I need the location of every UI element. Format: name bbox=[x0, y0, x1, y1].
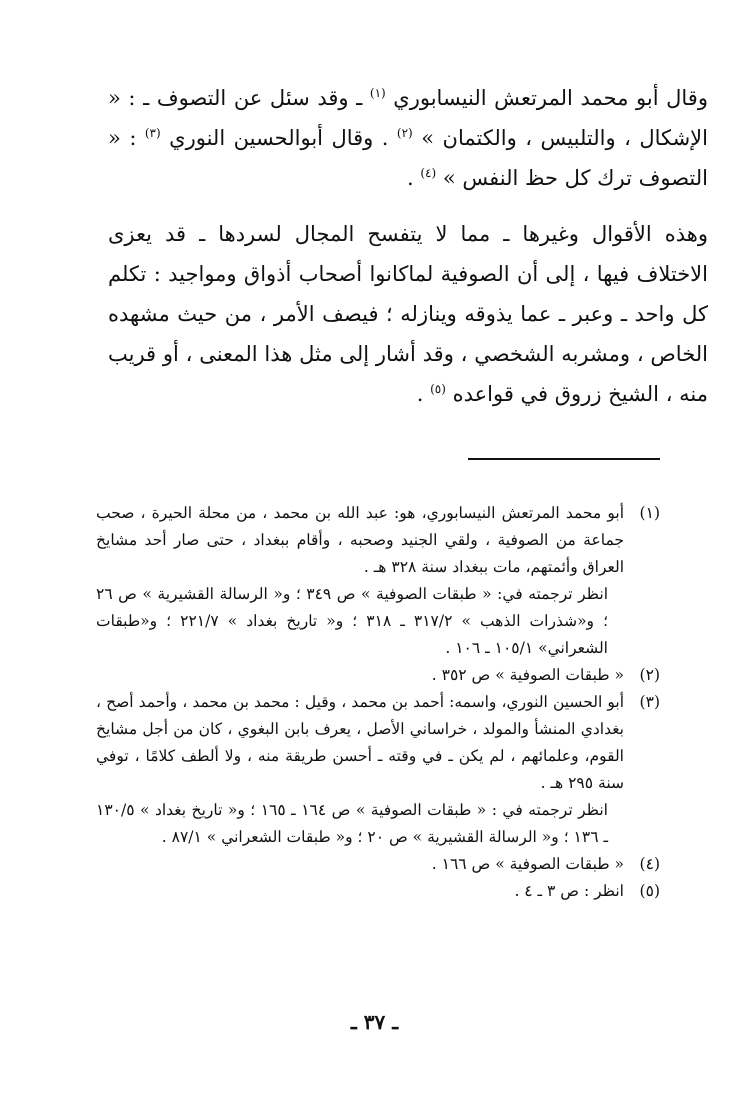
footnote-3 bbox=[96, 689, 660, 797]
text-segment: وقال أبو محمد المرتعش النيسابوري bbox=[385, 86, 708, 110]
footnote-separator bbox=[468, 458, 660, 460]
footnote-text: انظر : ص ٣ ـ ٤ . bbox=[514, 882, 624, 900]
footnote-text: « طبقات الصوفية » ص ٣٥٢ . bbox=[431, 666, 624, 684]
footnote-ref-2: (٢) bbox=[396, 126, 413, 140]
page-number: ـ ٣٧ ـ bbox=[350, 1010, 399, 1034]
footnote-number: (١) bbox=[639, 504, 660, 522]
footnote-3-reference: انظر ترجمته في : « طبقات الصوفية » ص ١٦٤ ـ ١٦٥ ؛ و« تاريخ بغداد » ١٣٠/٥ ـ ١٣٦ ؛ و« الرسالة القشيرية » ص ٢٠ ؛ و« طبقات الشعراني » ٨٧/١ . bbox=[96, 801, 608, 846]
footnote-2 bbox=[96, 662, 660, 689]
footnote-5 bbox=[96, 878, 660, 905]
footnote-ref-4: (٤) bbox=[420, 166, 437, 180]
footnote-4 bbox=[96, 851, 660, 878]
text-segment: ـ وقد سئل عن التصوف ـ : « الإشكال ، والتلبيس ، والكتمان » bbox=[108, 86, 708, 150]
footnote-text: أبو محمد المرتعش النيسابوري، هو: عبد الله بن محمد ، من محلة الحيرة ، صحب جماعة من الصوفية ، ولقي الجنيد وصحبه ، وأقام ببغداد ، حتى صار أحد مشايخ العراق وأئمتهم، مات ببغداد سنة ٣٢٨ هـ . bbox=[96, 504, 624, 576]
main-text bbox=[108, 78, 708, 414]
text-segment: . bbox=[406, 166, 421, 190]
footnote-text: أبو الحسين النوري، واسمه: أحمد بن محمد ، وقيل : محمد بن محمد ، وأحمد أصح ، بغدادي المنشأ والمولد ، خراساني الأصل ، يعرف بابن البغوي ، كان من أجل مشايخ القوم، وعلمائهم ، لم يكن ـ في وقته ـ أحسن طريقة منه ، ولا ألطف كلامًا ، توفي سنة ٢٩٥ هـ . bbox=[96, 693, 624, 792]
footnote-ref-3: (٣) bbox=[144, 126, 161, 140]
text-segment: . وقال أبوالحسين النوري bbox=[160, 126, 397, 150]
footnote-text: « طبقات الصوفية » ص ١٦٦ . bbox=[431, 855, 624, 873]
footnote-number: (٤) bbox=[639, 855, 660, 873]
footnotes bbox=[96, 500, 660, 905]
footnote-number: (٢) bbox=[639, 666, 660, 684]
text-segment: . bbox=[416, 382, 431, 406]
paragraph-1 bbox=[108, 78, 708, 198]
footnote-1 bbox=[96, 500, 660, 581]
text-segment: وهذه الأقوال وغيرها ـ مما لا يتفسح المجال لسردها ـ قد يعزى الاختلاف فيها ، إلى أن الصوفية لماكانوا أصحاب أذواق ومواجيد : تكلم كل واحد ـ وعبر ـ عما يذوقه وينازله ؛ فيصف الأمر ، من حيث مشهده الخاص ، ومشربه الشخصي ، وقد أشار إلى مثل هذا المعنى ، أو قريب منه ، الشيخ زروق في قواعده bbox=[108, 222, 708, 406]
footnote-1-reference: انظر ترجمته في: « طبقات الصوفية » ص ٣٤٩ ؛ و« الرسالة القشيرية » ص ٢٦ ؛ و«شذرات الذهب » ٣١٧/٢ ـ ٣١٨ ؛ و« تاريخ بغداد » ٢٢١/٧ ؛ و«طبقات الشعراني» ١٠٥/١ ـ ١٠٦ . bbox=[96, 585, 609, 657]
text-segment: : « التصوف ترك كل حظ النفس » bbox=[108, 126, 708, 190]
footnote-ref-5: (٥) bbox=[430, 382, 446, 396]
footnote-number: (٣) bbox=[639, 693, 660, 711]
paragraph-2 bbox=[108, 214, 708, 414]
footnote-ref-1: (١) bbox=[369, 86, 386, 100]
footnote-number: (٥) bbox=[639, 882, 660, 900]
